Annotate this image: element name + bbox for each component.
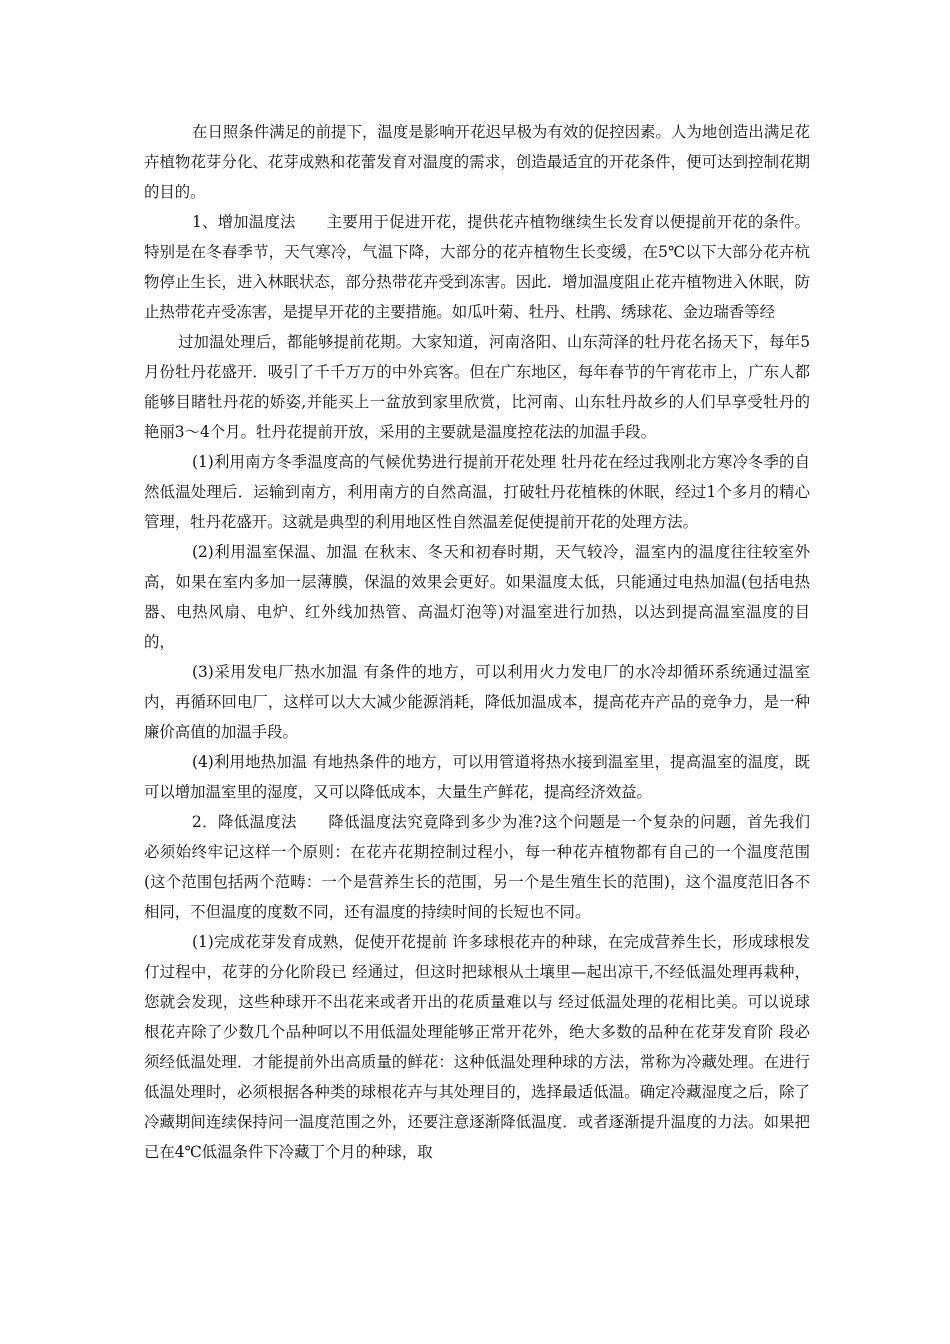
paragraph-intro: 在日照条件满足的前提下，温度是影响开花迟早极为有效的促控因素。人为地创造出满足花卉植物花芽分化、花芽成熟和花蕾发育对温度的需求，创造最适宜的开花条件，便可达到控制花期的目的。 bbox=[144, 123, 810, 201]
paragraph-item-2: (2)利用温室保温、加温 在秋末、冬天和初春时期，天气较冷，温室内的温度往往较室外高，如果在室内多加一层薄膜，保温的效果会更好。如果温度太低，只能通过电热加温(包括电热器、电热风扇、电炉、红外线加热管、高温灯泡等)对温室进行加热，以达到提高温室温度的目的， bbox=[144, 543, 810, 651]
paragraph-section-2-heading: 2．降低温度法 降低温度法究竟降到多少为准?这个问题是一个复杂的问题，首先我们必须始终牢记这样一个原则：在花卉花期控制过程小，每一种花卉植物都有自己的一个温度范围(这个范围包括两个范畴：一个是营养生长的范围，另一个是生殖生长的范围)，这个温度范旧各不相同，不但温度的度数不同，还有温度的持续时间的长短也不同。 bbox=[144, 813, 810, 921]
paragraph-section-1-heading: 1、增加温度法 主要用于促进开花，提供花卉植物继续生长发育以便提前开花的条件。特别是在冬春季节，天气寒冷，气温下降，大部分的花卉植物生长变缓，在5℃以下大部分花卉杭物停止生长，进入林眠状态，部分热带花卉受到冻害。因此．增加温度阻止花卉植物进入休眠，防止热带花卉受冻害，是提早开花的主要措施。如瓜叶菊、牡丹、杜鹃、绣球花、金边瑞香等经 bbox=[144, 213, 810, 321]
paragraph-item-3: (3)采用发电厂热水加温 有条件的地方，可以利用火力发电厂的水冷却循环系统通过温室内，再循环回电厂，这样可以大大减少能源消耗，降低加温成本，提高花卉产品的竞争力，是一种廉价高值的加温手段。 bbox=[144, 663, 810, 741]
paragraph-item-4: (4)利用地热加温 有地热条件的地方，可以用管道将热水接到温室里，提高温室的温度，既可以增加温室里的湿度，又可以降低成本，大量生产鲜花，提高经济效益。 bbox=[144, 753, 810, 801]
paragraph-section-2-item-1: (1)完成花芽发育成熟，促使开花提前 许多球根花卉的种球，在完成营养生长，形成球根发仃过程中，花芽的分化阶段已 经通过，但这时把球根从土壤里—起出凉干,不经低温处理再栽种，您就会发现，这些种球开不出花来或者开出的花质量难以与 经过低温处理的花相比美。可以说球根花卉除了少数几个品种呵以不用低温处理能够正常开花外，绝大多数的品种在花芽发育阶 段必须经低温处理．才能提前外出高质量的鲜花：这种低温处理种球的方法，常称为冷藏处理。在进行低温处理时，必须根据各种类的球根花卉与其处理目的，选择最适低温。确定冷藏湿度之后，除了冷藏期间连续保持问一温度范围之外，还要注意逐渐降低温度．或者逐渐提升温度的力法。如果把已在4℃低温条件下冷藏丁个月的种球，取 bbox=[144, 933, 810, 1161]
paragraph-section-1-continued: 过加温处理后，都能够提前花期。大家知道，河南洛阳、山东菏泽的牡丹花名扬天下，每年5月份牡丹花盛开．吸引了千千万万的中外宾客。但在广东地区，每年春节的午宵花市上，广东人都能够目睹牡丹花的娇姿,并能买上一盆放到家里欣赏，比河南、山东牡丹故乡的人们早享受牡丹的艳丽3～4个月。牡丹花提前开放，采用的主要就是温度控花法的加温手段。 bbox=[144, 333, 810, 441]
document-body bbox=[144, 117, 810, 1167]
paragraph-item-1: (1)利用南方冬季温度高的气候优势进行提前开花处理 牡丹花在经过我刚北方寒冷冬季的自然低温处理后．运输到南方，利用南方的自然高温，打破牡丹花植株的休眠，经过1个多月的精心管理，牡丹花盛开。这就是典型的利用地区性自然温差促使提前开花的处理方法。 bbox=[144, 453, 810, 531]
